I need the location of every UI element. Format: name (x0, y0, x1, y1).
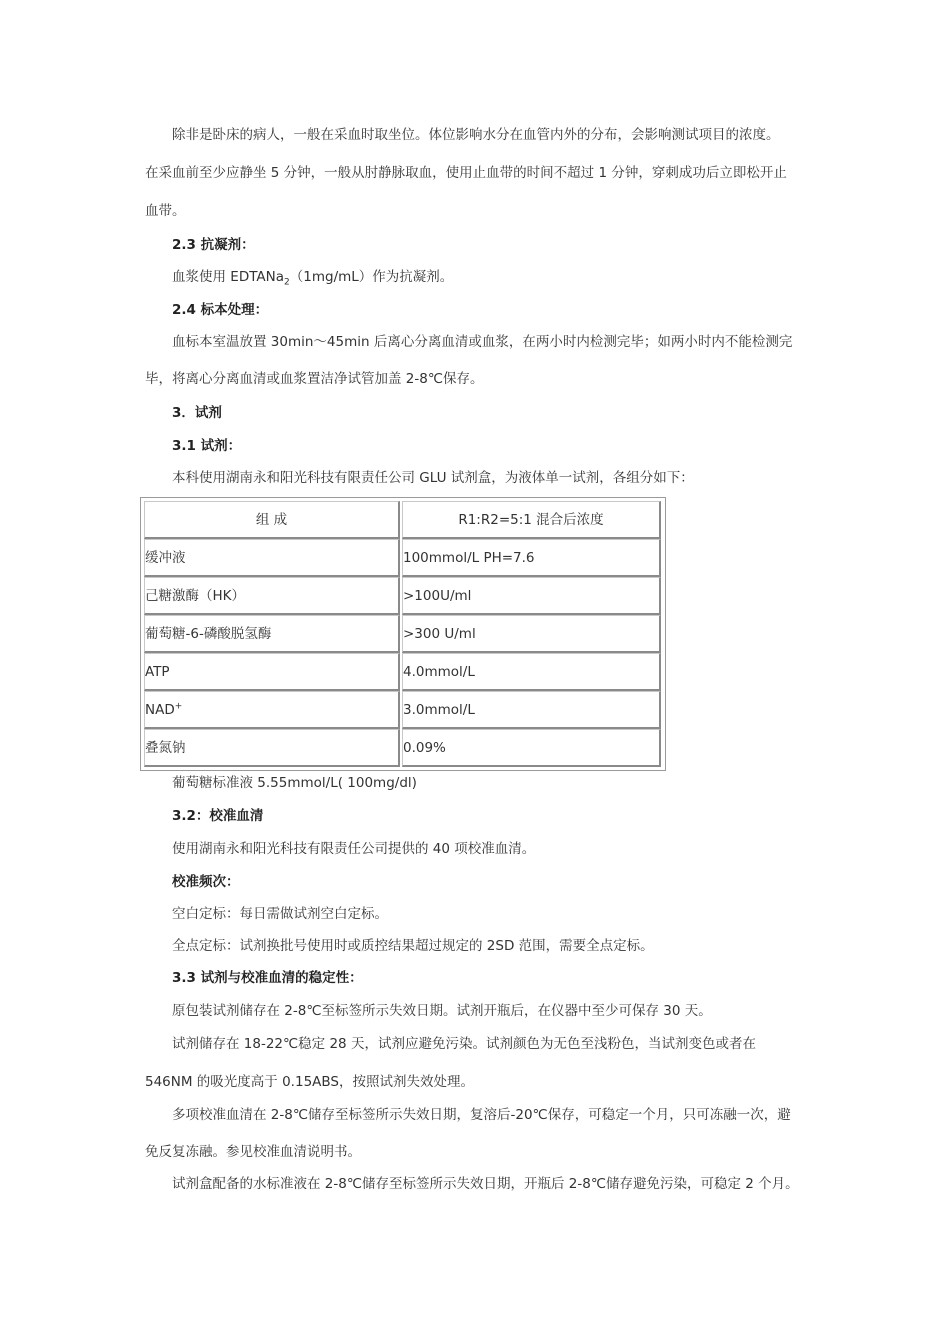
full-calibration: 全点定标：试剂换批号使用时或质控结果超过规定的 2SD 范围，需要全点定标。 (172, 938, 654, 954)
table-cell-component: ATP (144, 653, 400, 691)
heading-reagent-3-1: 3.1 试剂： (172, 438, 242, 454)
table-cell-component: 己糖激酶（HK） (144, 577, 400, 615)
table-cell-concentration: 100mmol/L PH=7.6 (402, 539, 661, 577)
heading-calibration-frequency: 校准频次： (172, 874, 240, 890)
blank-calibration: 空白定标：每日需做试剂空白定标。 (172, 906, 388, 922)
heading-reagents: 3．试剂 (172, 405, 222, 421)
reagent-table (140, 497, 666, 771)
stability-3-line-1: 多项校准血清在 2-8℃储存至标签所示失效日期，复溶后-20℃保存，可稳定一个月，只可冻融一次，避 (172, 1107, 791, 1123)
table-header-concentration: R1:R2=5:1 混合后浓度 (402, 501, 661, 539)
table-cell-component: NAD+ (144, 691, 400, 729)
stability-2-line-2: 546NM 的吸光度高于 0.15ABS，按照试剂失效处理。 (145, 1074, 474, 1090)
stability-4: 试剂盒配备的水标准液在 2-8℃储存至标签所示失效日期，开瓶后 2-8℃储存避免污染，可稳定 2 个月。 (172, 1176, 799, 1192)
stability-1: 原包装试剂储存在 2-8℃至标签所示失效日期。试剂开瓶后，在仪器中至少可保存 30 天。 (172, 1003, 712, 1019)
table-header-component: 组 成 (144, 501, 400, 539)
glucose-standard: 葡萄糖标准液 5.55mmol/L( 100mg/dl) (172, 775, 417, 791)
table-cell-concentration: 0.09% (402, 729, 661, 767)
table-cell-concentration: >300 U/ml (402, 615, 661, 653)
heading-stability: 3.3 试剂与校准血清的稳定性： (172, 970, 363, 986)
table-cell-concentration: 3.0mmol/L (402, 691, 661, 729)
stability-3-line-2: 免反复冻融。参见校准血清说明书。 (145, 1144, 361, 1160)
calibration-text: 使用湖南永和阳光科技有限责任公司提供的 40 项校准血清。 (172, 841, 536, 857)
table-cell-concentration: 4.0mmol/L (402, 653, 661, 691)
anticoagulant-text: 血浆使用 EDTANa$_2$（1mg/mL）作为抗凝剂。 (172, 269, 454, 288)
table-cell-component: 葡萄糖-6-磷酸脱氢酶 (144, 615, 400, 653)
sample-line-1: 血标本室温放置 30min～45min 后离心分离血清或血浆，在两小时内检测完毕；如两小时内不能检测完 (172, 334, 793, 350)
posture-line-3: 血带。 (145, 203, 186, 219)
heading-anticoagulant: 2.3 抗凝剂： (172, 237, 255, 253)
posture-line-2: 在采血前至少应静坐 5 分钟，一般从肘静脉取血，使用止血带的时间不超过 1 分钟，穿刺成功后立即松开止 (145, 165, 787, 181)
table-cell-component: 叠氮钠 (144, 729, 400, 767)
sample-line-2: 毕，将离心分离血清或血浆置洁净试管加盖 2-8℃保存。 (145, 371, 484, 387)
stability-2-line-1: 试剂储存在 18-22℃稳定 28 天，试剂应避免污染。试剂颜色为无色至浅粉色，当试剂变色或者在 (172, 1036, 756, 1052)
heading-sample-processing: 2.4 标本处理： (172, 302, 269, 318)
posture-line-1: 除非是卧床的病人，一般在采血时取坐位。体位影响水分在血管内外的分布，会影响测试项目的浓度。 (172, 127, 780, 143)
heading-calibration-serum: 3.2：校准血清 (172, 808, 264, 824)
table-cell-component: 缓冲液 (144, 539, 400, 577)
table-cell-concentration: >100U/ml (402, 577, 661, 615)
reagent-intro: 本科使用湖南永和阳光科技有限责任公司 GLU 试剂盒，为液体单一试剂，各组分如下： (172, 470, 694, 486)
